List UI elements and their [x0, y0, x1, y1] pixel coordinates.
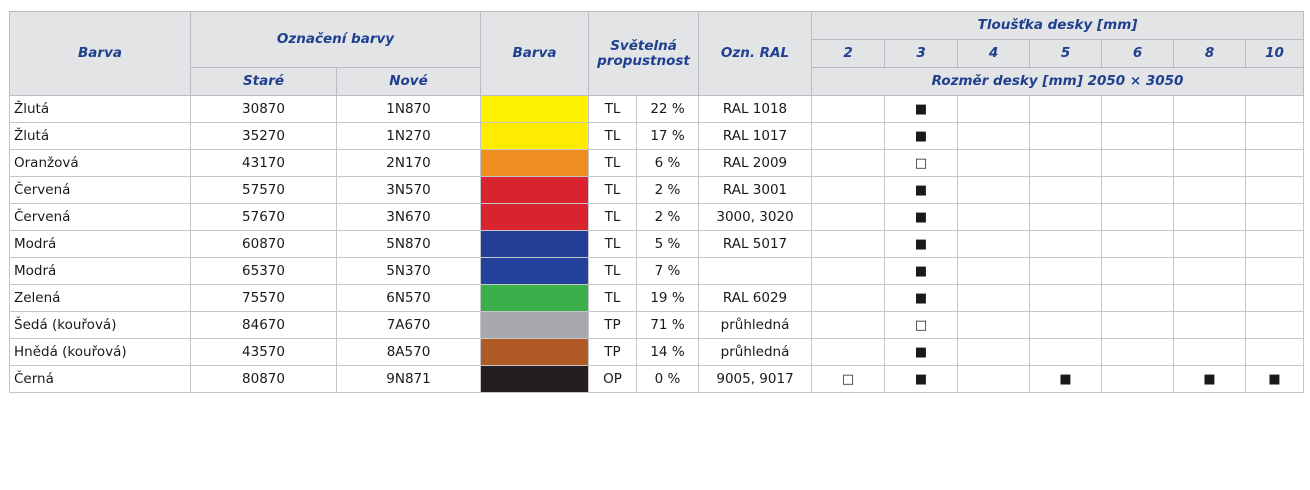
row-thickness-8 — [1174, 150, 1246, 177]
row-code-stare: 60870 — [191, 231, 337, 258]
row-thickness-3 — [885, 231, 958, 258]
row-thickness-3 — [885, 96, 958, 123]
row-thickness-2 — [812, 123, 885, 150]
row-thickness-5 — [1030, 366, 1102, 393]
row-thickness-2 — [812, 258, 885, 285]
header-tloustka-desky: Tloušťka desky [mm] — [812, 12, 1304, 40]
row-thickness-3 — [885, 312, 958, 339]
row-code-nove: 3N670 — [337, 204, 481, 231]
color-spec-table — [9, 11, 1304, 393]
row-ral-code: RAL 2009 — [699, 150, 812, 177]
header-barva-swatch: Barva — [481, 12, 589, 96]
row-thickness-10 — [1246, 150, 1304, 177]
row-transmission-percent: 71 % — [637, 312, 699, 339]
empty-square-icon: □ — [841, 372, 855, 387]
filled-square-icon: ■ — [1203, 372, 1216, 387]
color-swatch — [481, 258, 588, 284]
row-transmission-type: TL — [589, 258, 637, 285]
row-thickness-6 — [1102, 177, 1174, 204]
row-code-stare: 43570 — [191, 339, 337, 366]
row-thickness-6 — [1102, 96, 1174, 123]
row-transmission-percent: 17 % — [637, 123, 699, 150]
row-code-stare: 30870 — [191, 96, 337, 123]
row-thickness-10 — [1246, 231, 1304, 258]
row-thickness-5 — [1030, 339, 1102, 366]
row-thickness-2 — [812, 366, 885, 393]
row-thickness-5 — [1030, 312, 1102, 339]
header-oznaceni-barvy: Označení barvy — [191, 12, 481, 68]
row-thickness-5 — [1030, 150, 1102, 177]
row-thickness-6 — [1102, 312, 1174, 339]
filled-square-icon: ■ — [914, 129, 928, 144]
row-thickness-4 — [958, 285, 1030, 312]
row-transmission-type: TP — [589, 339, 637, 366]
row-transmission-percent: 7 % — [637, 258, 699, 285]
table-row — [10, 177, 1304, 204]
row-ral-code: RAL 3001 — [699, 177, 812, 204]
row-thickness-5 — [1030, 285, 1102, 312]
row-color-swatch-cell — [481, 366, 589, 393]
color-swatch — [481, 312, 588, 338]
row-color-name: Červená — [10, 204, 191, 231]
row-thickness-10 — [1246, 312, 1304, 339]
color-swatch — [481, 366, 588, 392]
header-thickness-4: 4 — [958, 40, 1030, 68]
row-thickness-4 — [958, 177, 1030, 204]
row-thickness-8 — [1174, 312, 1246, 339]
filled-square-icon: ■ — [914, 264, 928, 279]
table-row — [10, 312, 1304, 339]
row-thickness-3 — [885, 177, 958, 204]
row-color-name: Červená — [10, 177, 191, 204]
row-transmission-type: TL — [589, 285, 637, 312]
row-thickness-2 — [812, 204, 885, 231]
row-ral-code: RAL 6029 — [699, 285, 812, 312]
row-thickness-8 — [1174, 285, 1246, 312]
row-thickness-4 — [958, 366, 1030, 393]
row-thickness-4 — [958, 96, 1030, 123]
row-color-name: Modrá — [10, 231, 191, 258]
row-color-swatch-cell — [481, 339, 589, 366]
color-swatch — [481, 96, 588, 122]
row-thickness-3 — [885, 258, 958, 285]
color-swatch — [481, 150, 588, 176]
row-color-swatch-cell — [481, 312, 589, 339]
filled-square-icon: ■ — [914, 372, 928, 387]
table-row — [10, 231, 1304, 258]
header-stare: Staré — [191, 68, 337, 96]
row-color-swatch-cell — [481, 96, 589, 123]
header-thickness-8: 8 — [1174, 40, 1246, 68]
row-transmission-percent: 22 % — [637, 96, 699, 123]
color-swatch — [481, 231, 588, 257]
header-thickness-3: 3 — [885, 40, 958, 68]
row-color-swatch-cell — [481, 285, 589, 312]
row-code-stare: 43170 — [191, 150, 337, 177]
row-color-swatch-cell — [481, 150, 589, 177]
row-thickness-4 — [958, 258, 1030, 285]
filled-square-icon: ■ — [914, 237, 928, 252]
row-ral-code: 3000, 3020 — [699, 204, 812, 231]
color-swatch — [481, 204, 588, 230]
row-code-nove: 5N370 — [337, 258, 481, 285]
row-thickness-6 — [1102, 285, 1174, 312]
row-code-stare: 57570 — [191, 177, 337, 204]
row-ral-code: RAL 5017 — [699, 231, 812, 258]
row-transmission-percent: 2 % — [637, 204, 699, 231]
row-thickness-10 — [1246, 96, 1304, 123]
row-transmission-type: OP — [589, 366, 637, 393]
row-thickness-3 — [885, 150, 958, 177]
row-thickness-4 — [958, 339, 1030, 366]
row-code-nove: 8A570 — [337, 339, 481, 366]
row-thickness-10 — [1246, 366, 1304, 393]
row-thickness-2 — [812, 177, 885, 204]
row-thickness-5 — [1030, 177, 1102, 204]
filled-square-icon: ■ — [1268, 372, 1281, 387]
row-thickness-5 — [1030, 123, 1102, 150]
row-code-stare: 84670 — [191, 312, 337, 339]
table-row — [10, 150, 1304, 177]
row-thickness-8 — [1174, 123, 1246, 150]
table-row — [10, 204, 1304, 231]
row-transmission-percent: 0 % — [637, 366, 699, 393]
row-thickness-6 — [1102, 231, 1174, 258]
row-transmission-percent: 6 % — [637, 150, 699, 177]
row-color-name: Zelená — [10, 285, 191, 312]
table-row — [10, 366, 1304, 393]
filled-square-icon: ■ — [914, 345, 928, 360]
row-thickness-2 — [812, 231, 885, 258]
row-ral-code: RAL 1017 — [699, 123, 812, 150]
table-row — [10, 339, 1304, 366]
row-thickness-5 — [1030, 204, 1102, 231]
row-code-nove: 5N870 — [337, 231, 481, 258]
row-thickness-10 — [1246, 285, 1304, 312]
row-thickness-8 — [1174, 231, 1246, 258]
row-color-swatch-cell — [481, 204, 589, 231]
row-thickness-6 — [1102, 366, 1174, 393]
row-thickness-8 — [1174, 204, 1246, 231]
row-color-swatch-cell — [481, 177, 589, 204]
row-code-stare: 35270 — [191, 123, 337, 150]
row-thickness-2 — [812, 150, 885, 177]
table-row — [10, 123, 1304, 150]
row-thickness-10 — [1246, 177, 1304, 204]
row-ral-code: průhledná — [699, 339, 812, 366]
row-code-nove: 1N270 — [337, 123, 481, 150]
row-color-swatch-cell — [481, 123, 589, 150]
row-transmission-type: TL — [589, 96, 637, 123]
header-thickness-10: 10 — [1246, 40, 1304, 68]
row-color-swatch-cell — [481, 231, 589, 258]
row-color-name: Žlutá — [10, 123, 191, 150]
row-thickness-8 — [1174, 177, 1246, 204]
color-swatch — [481, 123, 588, 149]
row-thickness-5 — [1030, 258, 1102, 285]
header-nove: Nové — [337, 68, 481, 96]
row-thickness-10 — [1246, 339, 1304, 366]
table-row — [10, 258, 1304, 285]
row-transmission-type: TP — [589, 312, 637, 339]
row-color-name: Oranžová — [10, 150, 191, 177]
empty-square-icon: □ — [914, 318, 928, 333]
filled-square-icon: ■ — [914, 210, 928, 225]
header-barva: Barva — [10, 12, 191, 96]
filled-square-icon: ■ — [1059, 372, 1072, 387]
row-thickness-2 — [812, 285, 885, 312]
filled-square-icon: ■ — [914, 291, 928, 306]
row-transmission-type: TL — [589, 123, 637, 150]
row-thickness-3 — [885, 339, 958, 366]
row-code-nove: 9N871 — [337, 366, 481, 393]
row-code-nove: 3N570 — [337, 177, 481, 204]
row-thickness-10 — [1246, 123, 1304, 150]
row-ral-code — [699, 258, 812, 285]
row-thickness-8 — [1174, 258, 1246, 285]
row-thickness-8 — [1174, 339, 1246, 366]
row-code-nove: 7A670 — [337, 312, 481, 339]
row-code-nove: 1N870 — [337, 96, 481, 123]
row-thickness-3 — [885, 204, 958, 231]
row-thickness-6 — [1102, 339, 1174, 366]
row-transmission-type: TL — [589, 204, 637, 231]
header-thickness-5: 5 — [1030, 40, 1102, 68]
row-transmission-percent: 5 % — [637, 231, 699, 258]
row-code-nove: 6N570 — [337, 285, 481, 312]
row-thickness-4 — [958, 231, 1030, 258]
row-transmission-percent: 19 % — [637, 285, 699, 312]
row-thickness-5 — [1030, 231, 1102, 258]
row-thickness-6 — [1102, 123, 1174, 150]
row-thickness-10 — [1246, 204, 1304, 231]
row-transmission-percent: 2 % — [637, 177, 699, 204]
row-thickness-8 — [1174, 96, 1246, 123]
table-header — [10, 12, 1304, 96]
row-color-name: Šedá (kouřová) — [10, 312, 191, 339]
row-code-stare: 65370 — [191, 258, 337, 285]
row-thickness-4 — [958, 312, 1030, 339]
header-thickness-2: 2 — [812, 40, 885, 68]
row-thickness-6 — [1102, 258, 1174, 285]
row-code-stare: 57670 — [191, 204, 337, 231]
row-thickness-3 — [885, 366, 958, 393]
row-code-nove: 2N170 — [337, 150, 481, 177]
row-transmission-percent: 14 % — [637, 339, 699, 366]
row-color-name: Modrá — [10, 258, 191, 285]
row-ral-code: 9005, 9017 — [699, 366, 812, 393]
row-transmission-type: TL — [589, 177, 637, 204]
header-ozn-ral: Ozn. RAL — [699, 12, 812, 96]
row-code-stare: 80870 — [191, 366, 337, 393]
row-ral-code: RAL 1018 — [699, 96, 812, 123]
row-transmission-type: TL — [589, 150, 637, 177]
row-thickness-6 — [1102, 204, 1174, 231]
header-svetelna-propustnost: Světelná propustnost — [589, 12, 699, 96]
row-thickness-3 — [885, 285, 958, 312]
row-thickness-2 — [812, 96, 885, 123]
table-row — [10, 96, 1304, 123]
row-thickness-3 — [885, 123, 958, 150]
row-color-swatch-cell — [481, 258, 589, 285]
color-swatch — [481, 339, 588, 365]
row-thickness-4 — [958, 204, 1030, 231]
row-thickness-4 — [958, 123, 1030, 150]
row-thickness-2 — [812, 312, 885, 339]
filled-square-icon: ■ — [914, 183, 928, 198]
color-swatch — [481, 285, 588, 311]
header-thickness-6: 6 — [1102, 40, 1174, 68]
empty-square-icon: □ — [914, 156, 928, 171]
row-thickness-10 — [1246, 258, 1304, 285]
row-ral-code: průhledná — [699, 312, 812, 339]
row-thickness-5 — [1030, 96, 1102, 123]
row-code-stare: 75570 — [191, 285, 337, 312]
row-thickness-4 — [958, 150, 1030, 177]
row-thickness-6 — [1102, 150, 1174, 177]
filled-square-icon: ■ — [914, 102, 928, 117]
header-rozmer-desky: Rozměr desky [mm] 2050 × 3050 — [812, 68, 1304, 96]
table-row — [10, 285, 1304, 312]
row-color-name: Černá — [10, 366, 191, 393]
row-color-name: Hnědá (kouřová) — [10, 339, 191, 366]
color-swatch — [481, 177, 588, 203]
row-transmission-type: TL — [589, 231, 637, 258]
row-color-name: Žlutá — [10, 96, 191, 123]
table-body — [10, 96, 1304, 393]
row-thickness-8 — [1174, 366, 1246, 393]
row-thickness-2 — [812, 339, 885, 366]
